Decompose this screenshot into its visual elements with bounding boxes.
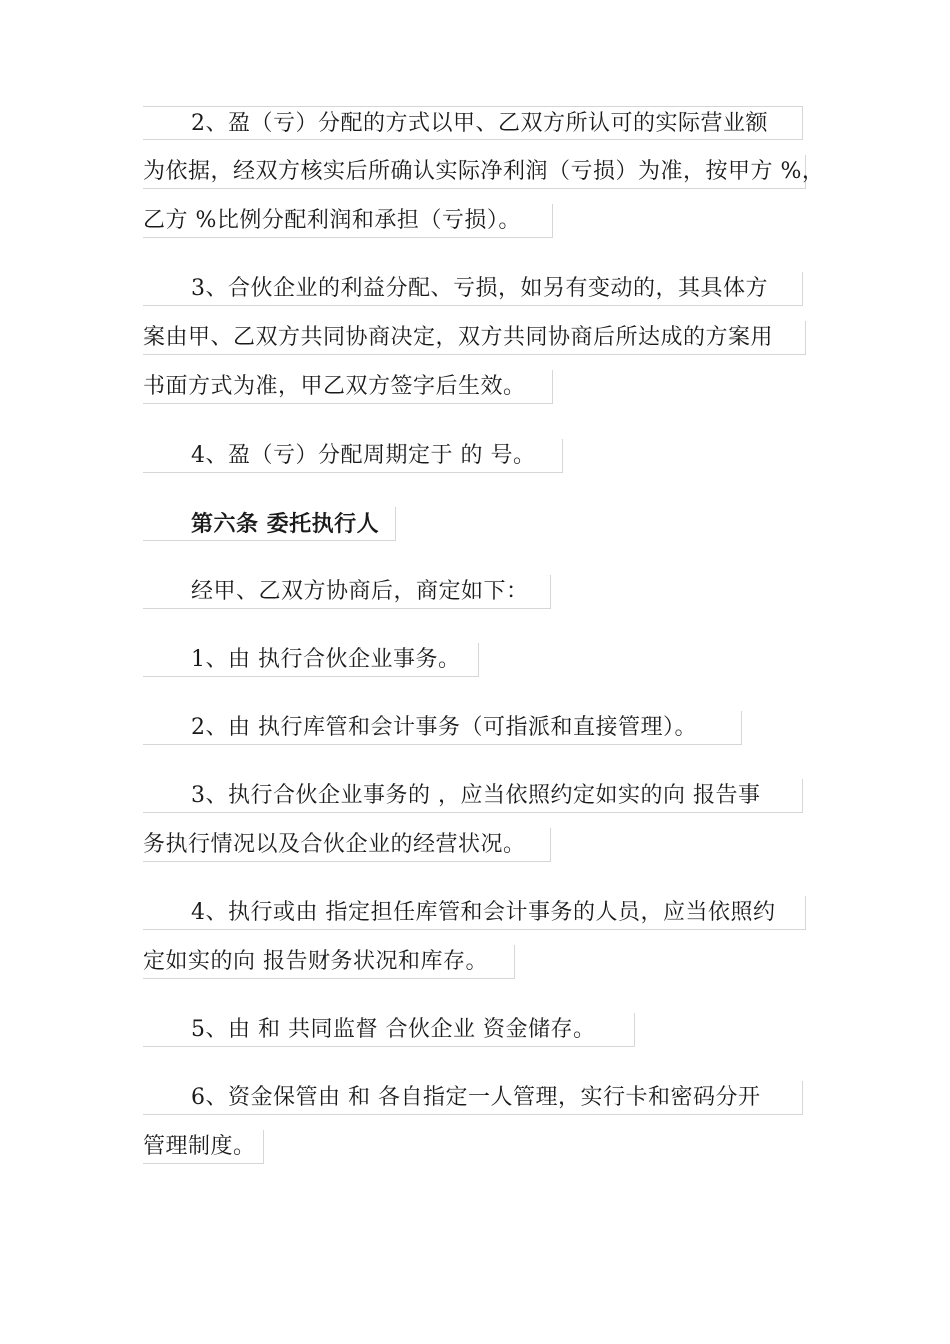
paragraph-7-line-2: 务执行情况以及合伙企业的经营状况。	[143, 828, 551, 862]
paragraph-6-line-1: 2、由 执行库管和会计事务（可指派和直接管理）。	[143, 711, 742, 745]
paragraph-10-line-1: 6、资金保管由 和 各自指定一人管理，实行卡和密码分开	[143, 1081, 803, 1115]
paragraph-7-line-1: 3、执行合伙企业事务的 ，应当依照约定如实的向 报告事	[143, 779, 803, 813]
paragraph-1-line-3: 乙方 %比例分配利润和承担（亏损）。	[143, 204, 553, 238]
paragraph-10-line-2: 管理制度。	[143, 1130, 264, 1164]
paragraph-9-line-1: 5、由 和 共同监督 合伙企业 资金储存。	[143, 1013, 635, 1047]
paragraph-8-line-1: 4、执行或由 指定担任库管和会计事务的人员，应当依照约	[143, 896, 806, 930]
paragraph-1-line-1: 2、盈（亏）分配的方式以甲、乙双方所认可的实际营业额	[143, 106, 803, 140]
paragraph-2-line-1: 3、合伙企业的利益分配、亏损，如另有变动的，其具体方	[143, 272, 803, 306]
paragraph-4-line-1: 经甲、乙双方协商后，商定如下：	[143, 575, 551, 609]
paragraph-2-line-2: 案由甲、乙双方共同协商决定，双方共同协商后所达成的方案用	[143, 321, 806, 355]
paragraph-8-line-2: 定如实的向 报告财务状况和库存。	[143, 945, 515, 979]
paragraph-2-line-3: 书面方式为准，甲乙双方签字后生效。	[143, 370, 553, 404]
paragraph-1-line-2: 为依据，经双方核实后所确认实际净利润（亏损）为准，按甲方 %，	[143, 155, 806, 189]
paragraph-3-line-1: 4、盈（亏）分配周期定于 的 号。	[143, 439, 563, 473]
paragraph-5-line-1: 1、由 执行合伙企业事务。	[143, 643, 479, 677]
section-heading: 第六条 委托执行人	[143, 507, 396, 541]
